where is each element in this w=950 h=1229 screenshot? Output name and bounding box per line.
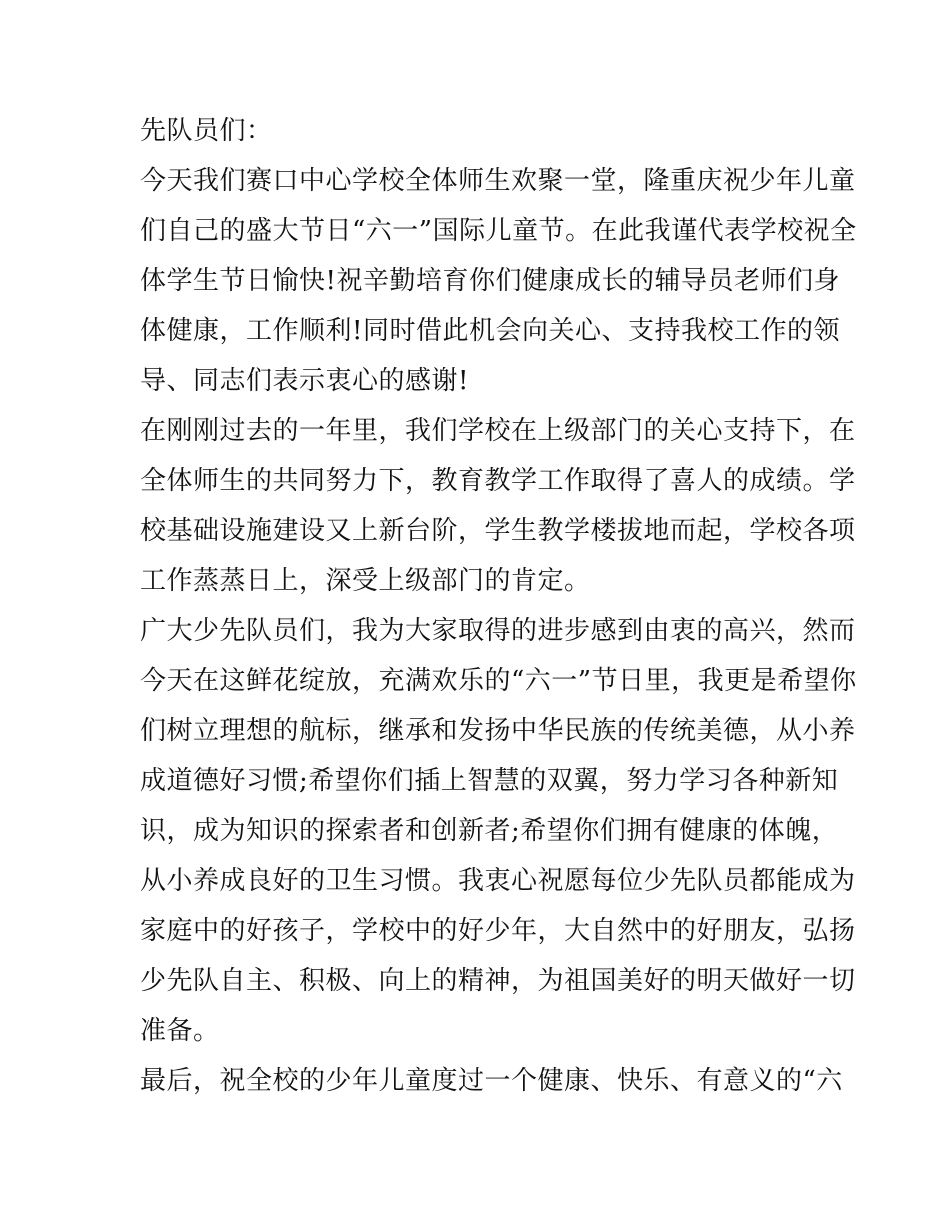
text-line: 广大少先队员们，我为大家取得的进步感到由衷的高兴，然而 bbox=[140, 616, 856, 646]
text-line: 工作蒸蒸日上，深受上级部门的肯定。 bbox=[140, 566, 591, 596]
text-line: 今天我们赛口中心学校全体师生欢聚一堂，隆重庆祝少年儿童 bbox=[140, 166, 856, 196]
text-line: 成道德好习惯;希望你们插上智慧的双翼，努力学习各种新知 bbox=[140, 766, 839, 796]
text-line: 今天在这鲜花绽放，充满欢乐的“六一”节日里，我更是希望你 bbox=[140, 666, 857, 696]
text-line: 体学生节日愉快!祝辛勤培育你们健康成长的辅导员老师们身 bbox=[140, 266, 840, 296]
text-line: 在刚刚过去的一年里，我们学校在上级部门的关心支持下，在 bbox=[140, 416, 856, 446]
text-line: 们树立理想的航标，继承和发扬中华民族的传统美德，从小养 bbox=[140, 716, 856, 746]
text-line: 导、同志们表示衷心的感谢! bbox=[140, 366, 469, 396]
text-line: 准备。 bbox=[140, 1016, 220, 1046]
text-line: 们自己的盛大节日“六一”国际儿童节。在此我谨代表学校祝全 bbox=[140, 216, 857, 246]
text-line: 体健康，工作顺利!同时借此机会向关心、支持我校工作的领 bbox=[140, 316, 840, 346]
text-line: 最后，祝全校的少年儿童度过一个健康、快乐、有意义的“六 bbox=[140, 1066, 843, 1096]
text-line-greeting: 先队员们： bbox=[140, 116, 273, 146]
speech-text bbox=[140, 106, 857, 1106]
text-line: 全体师生的共同努力下，教育教学工作取得了喜人的成绩。学 bbox=[140, 466, 856, 496]
text-line: 校基础设施建设又上新台阶，学生教学楼拔地而起，学校各项 bbox=[140, 516, 856, 546]
text-line: 少先队自主、积极、向上的精神，为祖国美好的明天做好一切 bbox=[140, 966, 856, 996]
text-line: 识，成为知识的探索者和创新者;希望你们拥有健康的体魄， bbox=[140, 816, 839, 846]
text-line: 从小养成良好的卫生习惯。我衷心祝愿每位少先队员都能成为 bbox=[140, 866, 856, 896]
text-line: 家庭中的好孩子，学校中的好少年，大自然中的好朋友，弘扬 bbox=[140, 916, 856, 946]
